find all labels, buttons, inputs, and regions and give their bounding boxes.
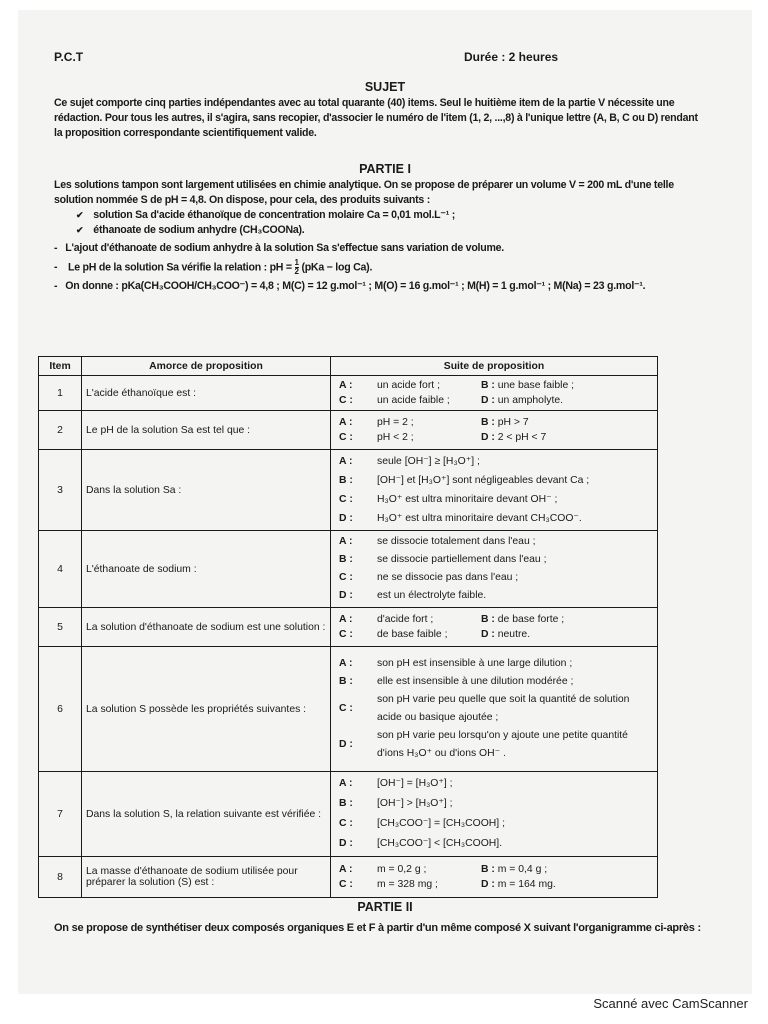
option-a: pH = 2 ; bbox=[377, 417, 414, 428]
dash-item-3: - On donne : pKa(CH₃COOH/CH₃COO⁻) = 4,8 ; M(C) = 12 g.mol⁻¹ ; M(O) = 16 g.mol⁻¹ ; M(H) = 1 g.mol⁻¹ ; M(Na) = 23 g.mol⁻¹. bbox=[54, 279, 704, 294]
table-row bbox=[39, 857, 658, 898]
item-prompt: L'éthanoate de sodium : bbox=[82, 531, 331, 608]
dash-item-1: - L'ajout d'éthanoate de sodium anhydre à la solution Sa s'effectue sans variation de volume. bbox=[54, 241, 704, 256]
header-item: Item bbox=[39, 357, 82, 376]
item-prompt: La masse d'éthanoate de sodium utilisée pour préparer la solution (S) est : bbox=[82, 857, 331, 898]
item-options: A : pH = 2 ; B : pH > 7 C : pH < 2 ; D : 2 < pH < 7 bbox=[331, 411, 658, 450]
item-options: A : m = 0,2 g ; B : m = 0,4 g ; C : m = 328 mg ; D : m = 164 mg. bbox=[331, 857, 658, 898]
sujet-title: SUJET bbox=[364, 80, 406, 94]
option-d: 2 < pH < 7 bbox=[497, 432, 547, 443]
partie2-text: On se propose de synthétiser deux composés organiques E et F à partir d'un même composé X suivant l'organigramme ci-après : bbox=[54, 922, 701, 934]
partie1-text bbox=[54, 178, 704, 294]
partie2-title: PARTIE II bbox=[357, 900, 413, 914]
item-prompt: La solution d'éthanoate de sodium est une solution : bbox=[82, 608, 331, 647]
duration: Durée : 2 heures bbox=[464, 50, 559, 64]
item-number: 8 bbox=[39, 857, 82, 898]
item-options: A : [OH⁻] = [H₃O⁺] ; B : [OH⁻] > [H₃O⁺] ; C : [CH₃COO⁻] = [CH₃COOH] ; D : [CH₃COO⁻] < [CH₃COOH]. bbox=[331, 772, 658, 857]
partie1-title: PARTIE I bbox=[359, 162, 411, 176]
table-row bbox=[39, 531, 658, 608]
option-c: [CH₃COO⁻] = [CH₃COOH] ; bbox=[377, 818, 505, 829]
item-prompt: L'acide éthanoïque est : bbox=[82, 376, 331, 411]
header-amorce: Amorce de proposition bbox=[82, 357, 331, 376]
partie1-intro: Les solutions tampon sont largement utilisées en chimie analytique. On se propose de préparer un volume V = 200 mL d'une telle solution nommée S de pH = 4,8. On dispose, pour cela, des produits suivants : bbox=[54, 179, 674, 206]
option-c: m = 328 mg ; bbox=[377, 879, 438, 890]
option-b: une base faible ; bbox=[497, 380, 575, 391]
option-b: se dissocie partiellement dans l'eau ; bbox=[377, 554, 547, 565]
check-item-2: ✔ éthanoate de sodium anhydre (CH₃COONa). bbox=[54, 223, 704, 238]
option-b: m = 0,4 g ; bbox=[497, 864, 548, 875]
option-d: neutre. bbox=[497, 629, 531, 640]
table-row bbox=[39, 411, 658, 450]
option-b: de base forte ; bbox=[497, 614, 565, 625]
item-number: 4 bbox=[39, 531, 82, 608]
item-number: 7 bbox=[39, 772, 82, 857]
item-number: 6 bbox=[39, 647, 82, 772]
scanned-page bbox=[18, 10, 752, 994]
table-row bbox=[39, 450, 658, 531]
option-d: son pH varie peu lorsqu'on y ajoute une petite quantité d'ions H₃O⁺ ou d'ions OH⁻ . bbox=[377, 730, 628, 759]
option-a: [OH⁻] = [H₃O⁺] ; bbox=[377, 778, 453, 789]
option-d: m = 164 mg. bbox=[497, 879, 556, 890]
option-a: m = 0,2 g ; bbox=[377, 864, 427, 875]
item-options: A : se dissocie totalement dans l'eau ; B : se dissocie partiellement dans l'eau ; C : ne se dissocie pas dans l'eau ; D : est un électrolyte faible. bbox=[331, 531, 658, 608]
table-row bbox=[39, 772, 658, 857]
option-a: se dissocie totalement dans l'eau ; bbox=[377, 536, 536, 547]
fraction: $\frac{1}{2}$ bbox=[294, 258, 299, 276]
check-item-1: ✔ solution Sa d'acide éthanoïque de concentration molaire Ca = 0,01 mol.L⁻¹ ; bbox=[54, 208, 704, 223]
dash-item-2: - Le pH de la solution Sa vérifie la relation : pH = $\frac{1}{2}$ (pKa − log Ca). bbox=[54, 259, 704, 276]
subject-code: P.C.T bbox=[54, 50, 84, 64]
item-options: A : son pH est insensible à une large dilution ; B : elle est insensible à une dilution modérée ; C : son pH varie peu quelle que soit la quantité de solution acide ou basique ajoutée ; D : son pH varie peu lorsqu'on y ajoute une petite quantité d'ions H₃O⁺ ou d'ions OH⁻ . bbox=[331, 647, 658, 772]
option-a: un acide fort ; bbox=[377, 380, 440, 391]
scanner-watermark: Scanné avec CamScanner bbox=[593, 996, 748, 1011]
header-suite: Suite de proposition bbox=[331, 357, 658, 376]
item-options: A : d'acide fort ; B : de base forte ; C : de base faible ; D : neutre. bbox=[331, 608, 658, 647]
item-options: A : seule [OH⁻] ≥ [H₃O⁺] ; B : [OH⁻] et [H₃O⁺] sont négligeables devant Ca ; C : H₃O⁺ est ultra minoritaire devant OH⁻ ; D : H₃O⁺ est ultra minoritaire devant CH₃COO⁻. bbox=[331, 450, 658, 531]
table-row bbox=[39, 376, 658, 411]
items-table bbox=[38, 356, 658, 898]
option-c: son pH varie peu quelle que soit la quantité de solution acide ou basique ajoutée ; bbox=[377, 694, 630, 723]
table-header-row bbox=[39, 357, 658, 376]
table-row bbox=[39, 608, 658, 647]
option-c: H₃O⁺ est ultra minoritaire devant OH⁻ ; bbox=[377, 494, 558, 505]
item-prompt: La solution S possède les propriétés suivantes : bbox=[82, 647, 331, 772]
option-b: pH > 7 bbox=[497, 417, 529, 428]
item-prompt: Le pH de la solution Sa est tel que : bbox=[82, 411, 331, 450]
option-b: [OH⁻] > [H₃O⁺] ; bbox=[377, 798, 453, 809]
option-c: ne se dissocie pas dans l'eau ; bbox=[377, 572, 519, 583]
item-number: 5 bbox=[39, 608, 82, 647]
option-a: seule [OH⁻] ≥ [H₃O⁺] ; bbox=[377, 456, 480, 467]
option-a: d'acide fort ; bbox=[377, 614, 434, 625]
option-d: H₃O⁺ est ultra minoritaire devant CH₃COO⁻. bbox=[377, 513, 582, 524]
sujet-text: Ce sujet comporte cinq parties indépendantes avec au total quarante (40) items. Seul le huitième item de la partie V nécessite une rédaction. Pour tous les autres, il s'agira, sans recopier, d'associer le numéro de l'item (1, 2, ...,8) à l'unique lettre (A, B, C ou D) rendant la proposition correspondante scientifiquement valide. bbox=[54, 97, 698, 139]
option-b: elle est insensible à une dilution modérée ; bbox=[377, 676, 574, 687]
option-b: [OH⁻] et [H₃O⁺] sont négligeables devant Ca ; bbox=[377, 475, 590, 486]
option-c: un acide faible ; bbox=[377, 395, 450, 406]
item-prompt: Dans la solution Sa : bbox=[82, 450, 331, 531]
item-prompt: Dans la solution S, la relation suivante est vérifiée : bbox=[82, 772, 331, 857]
option-c: de base faible ; bbox=[377, 629, 448, 640]
item-number: 2 bbox=[39, 411, 82, 450]
item-number: 3 bbox=[39, 450, 82, 531]
item-number: 1 bbox=[39, 376, 82, 411]
option-a: son pH est insensible à une large dilution ; bbox=[377, 658, 573, 669]
table-row bbox=[39, 647, 658, 772]
option-d: un ampholyte. bbox=[497, 395, 564, 406]
item-options: A : un acide fort ; B : une base faible ; C : un acide faible ; D : un ampholyte. bbox=[331, 376, 658, 411]
option-d: est un électrolyte faible. bbox=[377, 590, 487, 601]
option-d: [CH₃COO⁻] < [CH₃COOH]. bbox=[377, 838, 503, 849]
option-c: pH < 2 ; bbox=[377, 432, 414, 443]
